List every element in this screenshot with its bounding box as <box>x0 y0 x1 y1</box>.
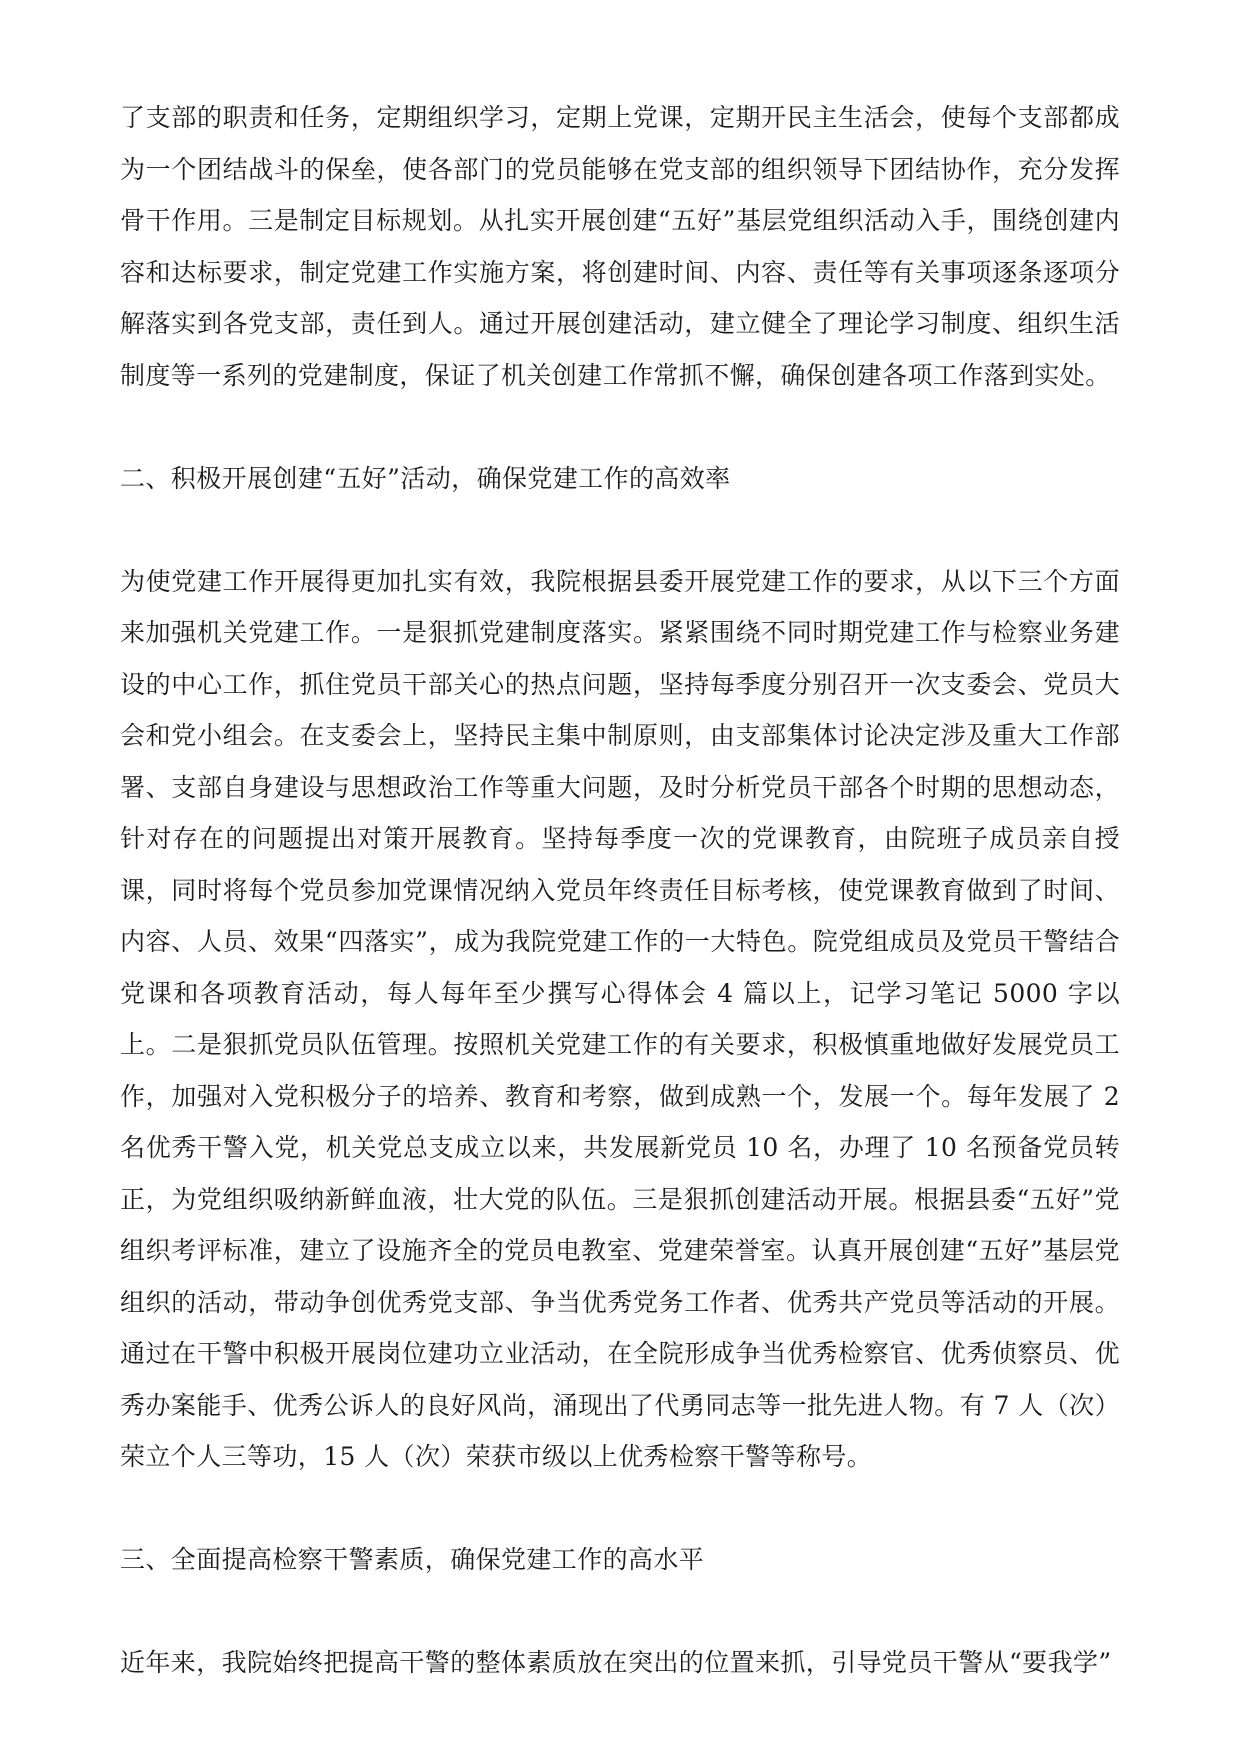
paragraph-gap <box>120 401 1120 453</box>
body-paragraph-3: 近年来，我院始终把提高干警的整体素质放在突出的位置来抓，引导党员干警从“要我学” <box>120 1648 1112 1677</box>
paragraph-gap <box>120 504 1120 556</box>
body-paragraph-1: 了支部的职责和任务，定期组织学习，定期上党课，定期开民主生活会，使每个支部都成为一个团结战斗的保垒，使各部门的党员能够在党支部的组织领导下团结协作，充分发挥骨干作用。三是制定目标规划。从扎实开展创建“五好”基层党组织活动入手，围绕创建内容和达标要求，制定党建工作实施方案，将创建时间、内容、责任等有关事项逐条逐项分解落实到各党支部，责任到人。通过开展创建活动，建立健全了理论学习制度、组织生活制度等一系列的党建制度，保证了机关创建工作常抓不懈，确保创建各项工作落到实处。 <box>120 103 1120 390</box>
paragraph-gap <box>120 1586 1120 1638</box>
document-page <box>120 92 1120 1689</box>
section-heading-2: 二、积极开展创建“五好”活动，确保党建工作的高效率 <box>120 463 731 493</box>
body-paragraph-2: 为使党建工作开展得更加扎实有效，我院根据县委开展党建工作的要求，从以下三个方面来加强机关党建工作。一是狠抓党建制度落实。紧紧围绕不同时期党建工作与检察业务建设的中心工作，抓住党员干部关心的热点问题，坚持每季度分别召开一次支委会、党员大会和党小组会。在支委会上，坚持民主集中制原则，由支部集体讨论决定涉及重大工作部署、支部自身建设与思想政治工作等重大问题，及时分析党员干部各个时期的思想动态，针对存在的问题提出对策开展教育。坚持每季度一次的党课教育，由院班子成员亲自授课，同时将每个党员参加党课情况纳入党员年终责任目标考核，使党课教育做到了时间、内容、人员、效果“四落实”，成为我院党建工作的一大特色。院党组成员及党员干警结合党课和各项教育活动，每人每年至少撰写心得体会 4 篇以上，记学习笔记 5000 字以上。二是狠抓党员队伍管理。按照机关党建工作的有关要求，积极慎重地做好发展党员工作，加强对入党积极分子的培养、教育和考察，做到成熟一个，发展一个。每年发展了 2 名优秀干警入党，机关党总支成立以来，共发展新党员 10 名，办理了 10 名预备党员转正，为党组织吸纳新鲜血液，壮大党的队伍。三是狠抓创建活动开展。根据县委“五好”党组织考评标准，建立了设施齐全的党员电教室、党建荣誉室。认真开展创建“五好”基层党组织的活动，带动争创优秀党支部、争当优秀党务工作者、优秀共产党员等活动的开展。通过在干警中积极开展岗位建功立业活动，在全院形成争当优秀检察官、优秀侦察员、优秀办案能手、优秀公诉人的良好风尚，涌现出了代勇同志等一批先进人物。有 7 人（次）荣立个人三等功，15 人（次）荣获市级以上优秀检察干警等称号。 <box>120 566 1120 1471</box>
paragraph-gap <box>120 1483 1120 1535</box>
section-heading-3: 三、全面提高检察干警素质，确保党建工作的高水平 <box>120 1545 705 1574</box>
